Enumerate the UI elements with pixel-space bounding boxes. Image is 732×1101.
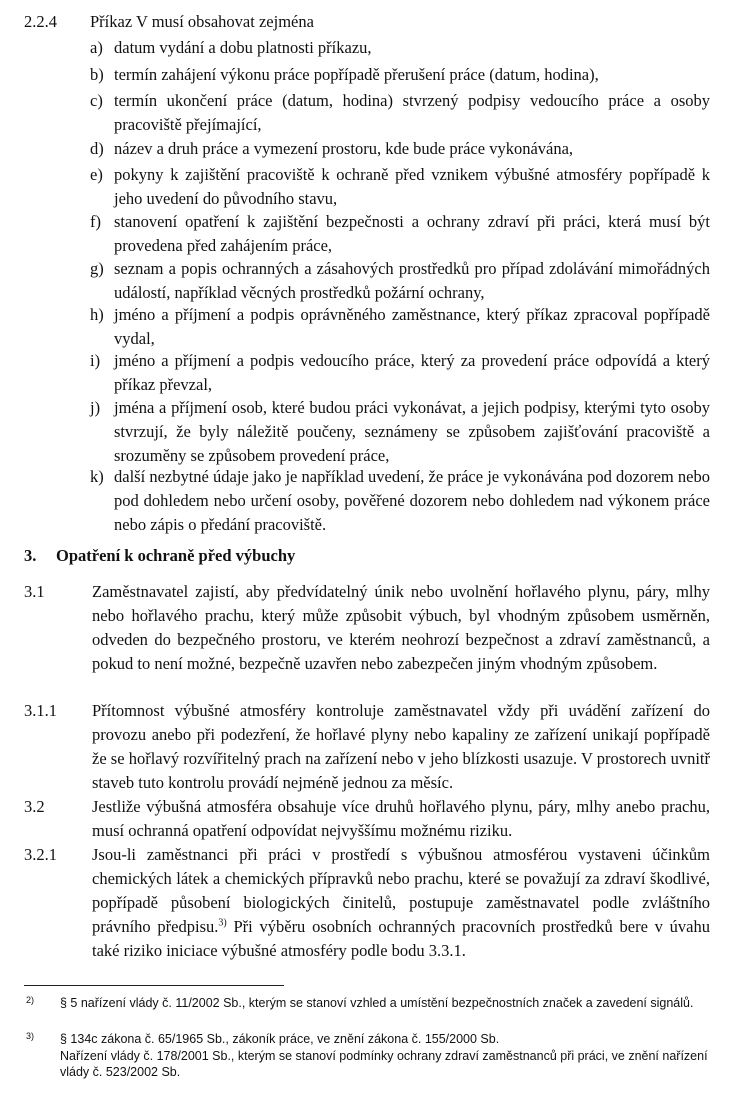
paragraph-number: 3.1.1	[24, 701, 57, 720]
paragraph-number: 3.1	[24, 582, 45, 601]
footnote-separator	[24, 985, 284, 986]
paragraph-text: Přítomnost výbušné atmosféry kontroluje zaměstnavatel vždy při uvádění zařízení do provozu anebo při podezření, že hořlavé plyny nebo kapaliny ze zařízení unikají popřípadě že se hořlavý rozvířitelný prach na zařízení nebo v jeho blízkosti usazuje. V prostorech uvnitř staveb tuto kontrolu provádí nejméně jednou za měsíc.	[92, 701, 710, 792]
item-letter: c)	[90, 91, 103, 110]
item-letter: h)	[90, 305, 104, 324]
item-text: stanovení opatření k zajištění bezpečnosti a ochrany zdraví při práci, která musí být provedena před zahájením práce,	[114, 212, 710, 255]
section-heading	[24, 544, 295, 568]
item-letter: j)	[90, 398, 101, 417]
clause-text: Příkaz V musí obsahovat zejména	[90, 12, 314, 31]
paragraph-text	[92, 843, 710, 963]
item-text: jména a příjmení osob, které budou práci vykonávat, a jejich podpisy, kterými tyto osoby stvrzují, že byly náležitě poučeny, seznámeny se způsobem zajišťování pracoviště a srozuměny se způsobem provedení práce,	[114, 398, 710, 465]
paragraph-text-part: Jsou-li zaměstnanci při práci v prostředí s výbušnou atmosférou vystaveni účinkům chemických látek a chemických přípravků nebo prachu, které se považují za zdraví škodlivé, popřípadě působení biologických činitelů, postupuje zaměstnavatel podle zvláštního právního předpisu.	[92, 845, 710, 936]
footnote-line: § 5 nařízení vlády č. 11/2002 Sb., kterým se stanoví vzhled a umístění bezpečnostních značek a zavedení signálů.	[60, 996, 694, 1010]
item-letter: g)	[90, 259, 104, 278]
footnote-mark: 3)	[26, 1031, 35, 1041]
paragraph-text-part: Při výběru osobních ochranných pracovních prostředků bere v úvahu také riziko iniciace výbušné atmosféry podle bodu 3.3.1.	[92, 917, 711, 960]
footnote-reference[interactable]: 3)	[218, 917, 227, 929]
paragraph-number: 3.2.1	[24, 845, 57, 864]
footnote-line: § 134c zákona č. 65/1965 Sb., zákoník práce, ve znění zákona č. 155/2000 Sb.	[60, 1032, 500, 1046]
item-letter: f)	[90, 212, 101, 231]
item-text: jméno a příjmení a podpis vedoucího práce, který za provedení práce odpovídá a který příkaz převzal,	[114, 351, 710, 394]
footnote-mark: 2)	[26, 995, 35, 1005]
item-text: další nezbytné údaje jako je například uvedení, že práce je vykonávána pod dozorem nebo pod dohledem nebo určení osoby, pověřené dozorem nebo dohledem nad výkonem práce nebo zápis o předání pracoviště.	[114, 467, 710, 534]
item-text: seznam a popis ochranných a zásahových prostředků pro případ zdolávání mimořádných událostí, například věcných prostředků požární ochrany,	[114, 259, 710, 302]
item-text: jméno a příjmení a podpis oprávněného zaměstnance, který příkaz zpracoval popřípadě vydal,	[114, 305, 710, 348]
item-text: termín zahájení výkonu práce popřípadě přerušení práce (datum, hodina),	[114, 65, 599, 84]
item-letter: k)	[90, 467, 104, 486]
item-letter: d)	[90, 139, 104, 158]
footnote-text	[60, 995, 714, 1012]
item-text: termín ukončení práce (datum, hodina) stvrzený podpisy vedoucího práce a osoby pracoviště přejímající,	[114, 91, 710, 134]
footnote-line: Nařízení vlády č. 178/2001 Sb., kterým se stanoví podmínky ochrany zdraví zaměstnanců při práci, ve znění nařízení vlády č. 523/2002 Sb.	[60, 1048, 708, 1079]
item-letter: b)	[90, 65, 104, 84]
paragraph-text: Jestliže výbušná atmosféra obsahuje více druhů hořlavého plynu, páry, mlhy anebo prachu, musí ochranná opatření odpovídat nejvyššímu možnému riziku.	[92, 797, 710, 840]
item-letter: i)	[90, 351, 101, 370]
item-letter: a)	[90, 38, 103, 57]
item-text: název a druh práce a vymezení prostoru, kde bude práce vykonávána,	[114, 139, 574, 158]
section-title: Opatření k ochraně před výbuchy	[56, 546, 296, 565]
clause-number: 2.2.4	[24, 12, 57, 31]
item-text: pokyny k zajištění pracoviště k ochraně před vznikem výbušné atmosféry popřípadě k jeho uvedení do původního stavu,	[114, 165, 710, 208]
footnote-text	[60, 1031, 714, 1081]
paragraph-number: 3.2	[24, 797, 45, 816]
paragraph-text: Zaměstnavatel zajistí, aby předvídatelný únik nebo uvolnění hořlavého plynu, páry, mlhy nebo hořlavého prachu, který může způsobit výbuch, byl vhodným způsobem usměrněn, odveden do bezpečného prostoru, ve kterém neohrozí bezpečnost a zdraví zaměstnanců, a pokud to není možné, bezpečně uzavřen nebo zabezpečen jiným vhodným způsobem.	[92, 582, 710, 673]
section-number: 3.	[24, 546, 37, 565]
item-text: datum vydání a dobu platnosti příkazu,	[114, 38, 372, 57]
item-letter: e)	[90, 165, 103, 184]
